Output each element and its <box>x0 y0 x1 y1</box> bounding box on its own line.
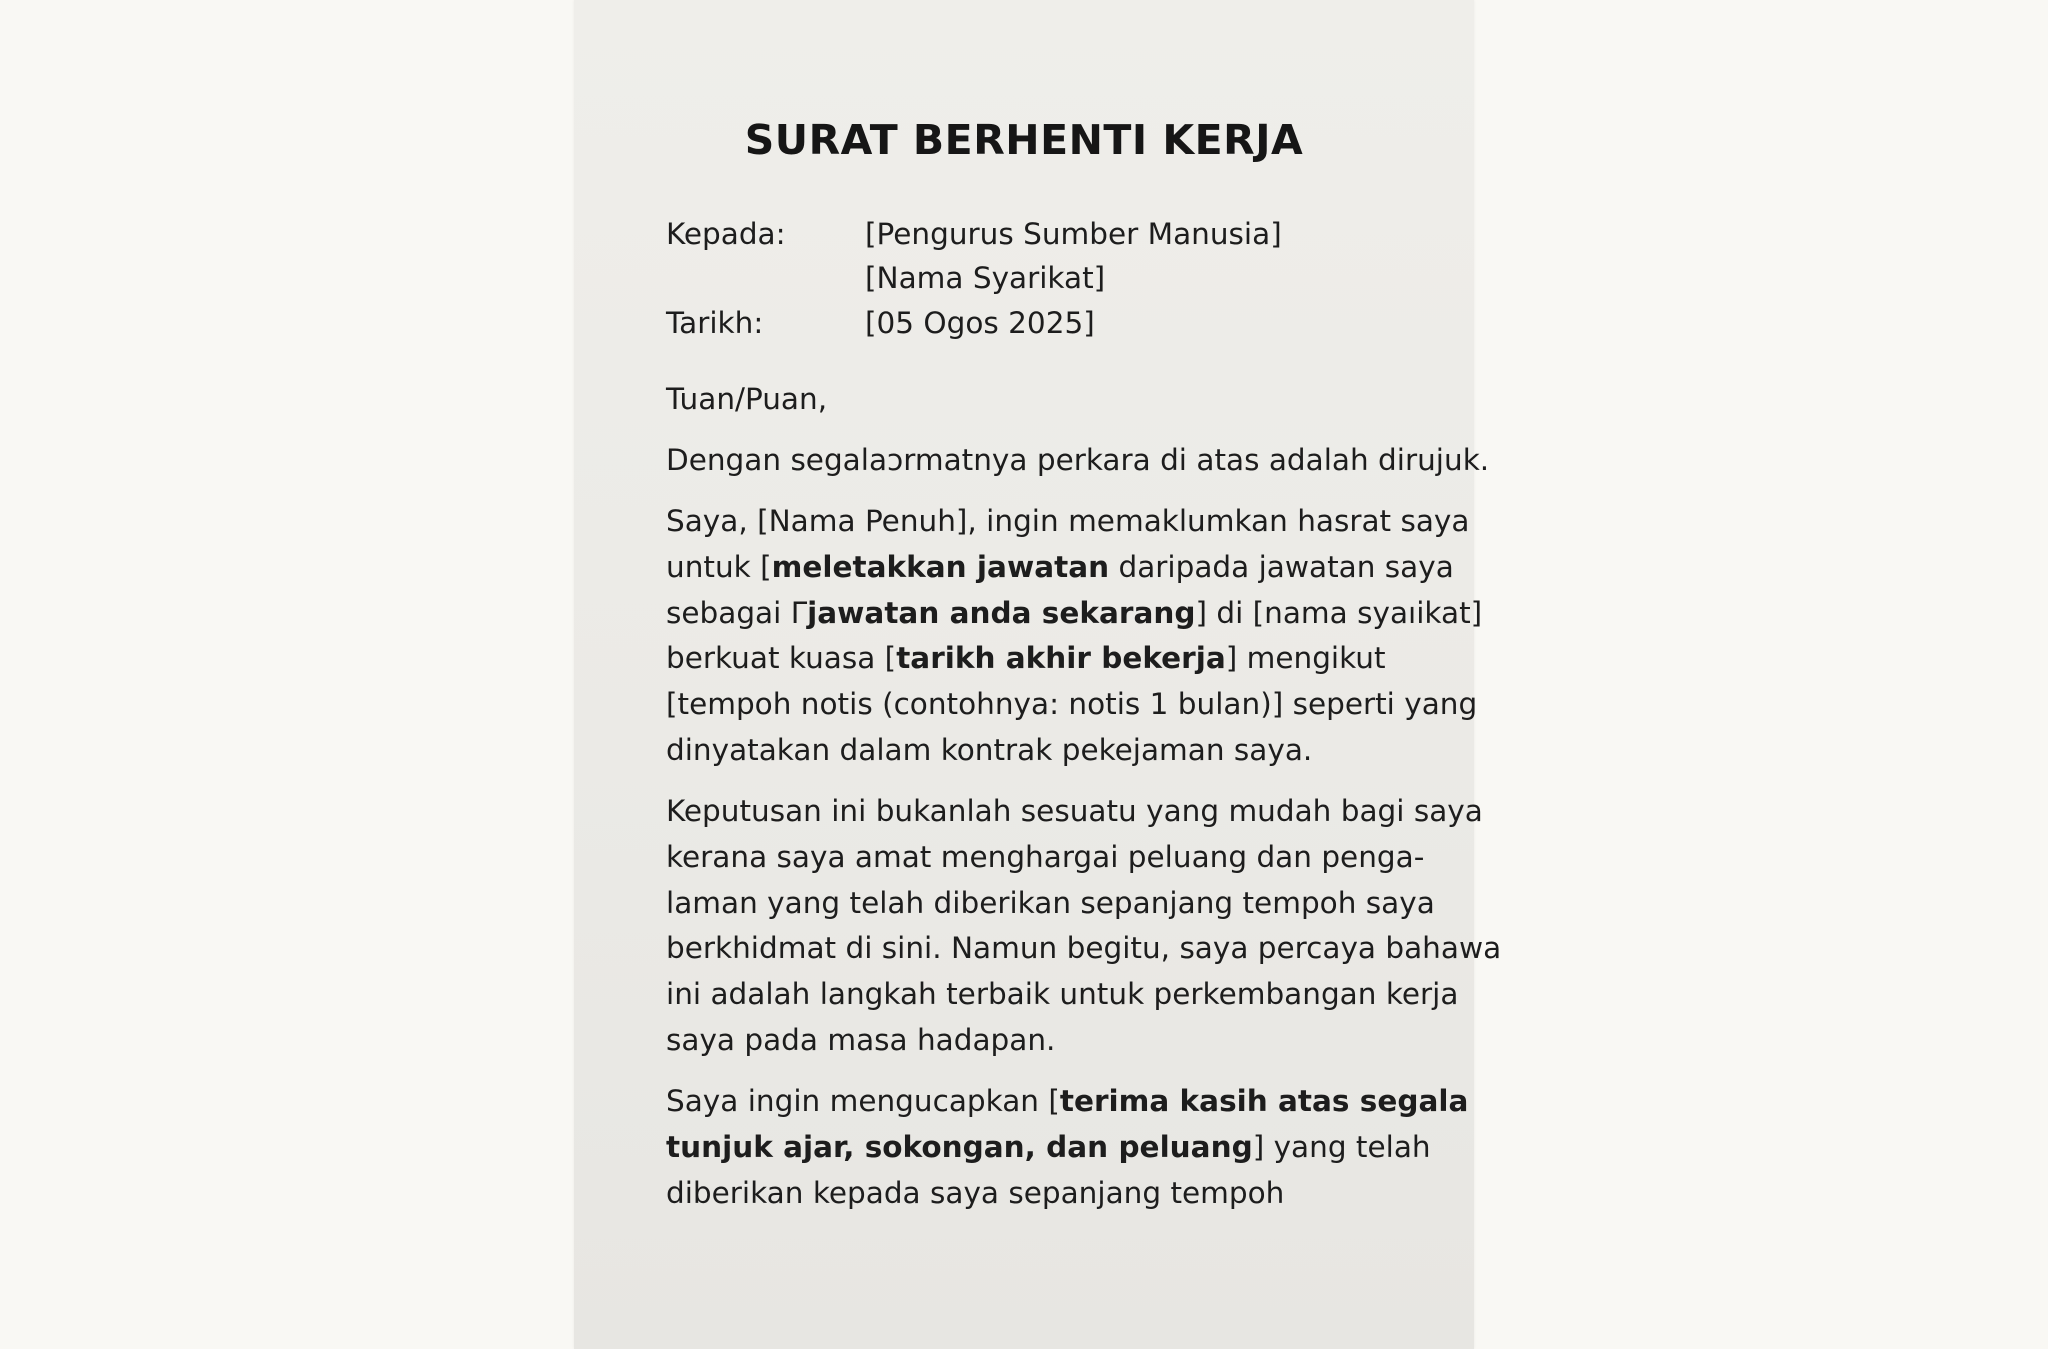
intro-paragraph: Dengan segalaɔrmatnya perkara di atas adalah dirujuk. <box>666 443 1490 477</box>
paragraph-resignation <box>666 499 1482 774</box>
text-run: saya pada masa hadapan. <box>666 1022 1056 1057</box>
text-line <box>666 881 1501 927</box>
text-run: Saya, [Nama Penuh], ingin memaklumkan hasrat saya <box>666 504 1470 538</box>
text-run: laman yang telah diberikan sepanjang tempoh saya <box>666 885 1435 920</box>
text-run: berkuat kuasa [ <box>666 641 897 676</box>
text-line <box>666 1125 1468 1171</box>
text-line <box>666 682 1482 728</box>
text-run: ] mengikut <box>1225 641 1386 676</box>
text-line <box>666 1018 1501 1064</box>
text-line <box>666 728 1482 774</box>
text-line <box>666 926 1501 972</box>
recipient-line-2: [Nama Syarikat] <box>865 261 1106 295</box>
text-run: diberikan kepada saya sepanjang tempoh <box>666 1175 1285 1210</box>
text-run: terima kasih atas segala <box>1059 1084 1469 1118</box>
text-line <box>666 636 1482 682</box>
text-run: untuk [ <box>666 549 772 584</box>
text-run: tunjuk ajar, sokongan, dan peluang <box>666 1129 1253 1164</box>
text-run: ] yang telah <box>1252 1129 1431 1164</box>
text-run: daripada jawatan saya <box>1109 549 1454 584</box>
text-line <box>666 499 1482 545</box>
recipient-line-1: [Pengurus Sumber Manusia] <box>865 217 1282 251</box>
text-run: kerana saya amat menghargai peluang dan penga- <box>666 839 1425 874</box>
text-run: ini adalah langkah terbaik untuk perkembangan kerja <box>666 977 1459 1012</box>
text-run: Saya ingin mengucapkan [ <box>666 1084 1060 1118</box>
letter-title: SURAT BERHENTI KERJA <box>744 116 1304 164</box>
date-value: [05 Ogos 2025] <box>865 306 1095 340</box>
letter-page <box>574 0 1502 1349</box>
text-run: dinyatakan dalam kontrak pekejaman saya. <box>666 732 1313 767</box>
paragraph-reason <box>666 789 1501 1064</box>
text-line <box>666 789 1501 835</box>
text-run: berkhidmat di sini. Namun begitu, saya percaya bahawa <box>666 931 1502 966</box>
text-line <box>666 972 1501 1018</box>
text-run: ] di [nama syaıikat] <box>1195 595 1483 630</box>
text-run: tarikh akhir bekerja <box>896 641 1226 676</box>
text-line <box>666 1171 1468 1217</box>
text-run: Keputusan ini bukanlah sesuatu yang mudah bagi saya <box>666 794 1483 828</box>
text-run: jawatan anda sekarang <box>807 595 1196 630</box>
text-run: sebagai Γ <box>666 595 808 630</box>
salutation: Tuan/Puan, <box>666 382 828 416</box>
text-line <box>666 545 1482 591</box>
text-run: [tempoh notis (contohnya: notis 1 bulan)] seperti yang <box>666 687 1478 722</box>
paragraph-thanks <box>666 1079 1468 1216</box>
text-line <box>666 591 1482 637</box>
date-label: Tarikh: <box>666 306 764 340</box>
text-run: meletakkan jawatan <box>771 549 1110 584</box>
text-line <box>666 835 1501 881</box>
text-line <box>666 1079 1468 1125</box>
recipient-label: Kepada: <box>666 217 786 251</box>
